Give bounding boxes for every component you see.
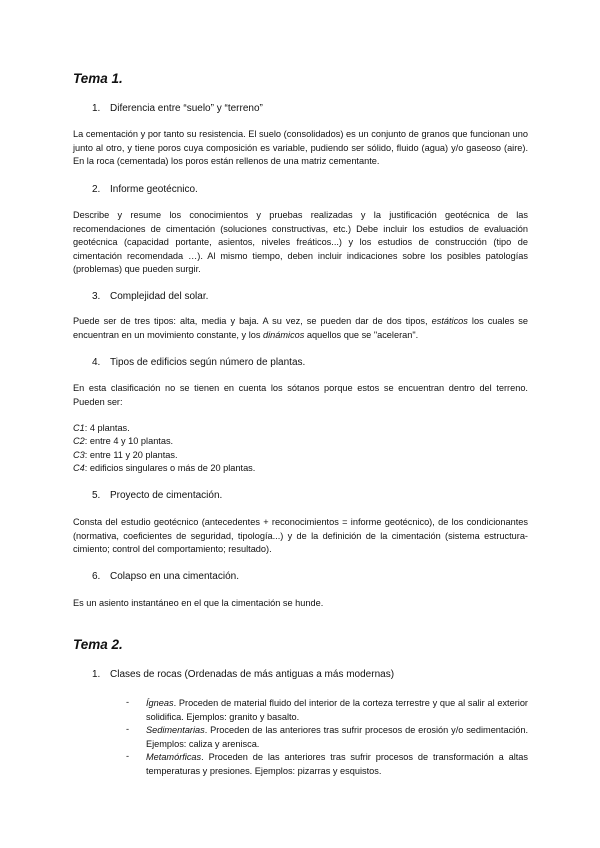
heading-number: 2.	[92, 184, 101, 195]
tema1-heading-4	[92, 357, 305, 368]
tema2-title: Tema 2.	[73, 637, 123, 652]
para-text: los cuales se encuentran en un movimiento constante, y los	[73, 316, 528, 340]
tema1-heading-3	[92, 291, 208, 302]
tema1-paragraph-4: En esta clasificación no se tienen en cuenta los sótanos porque estos se encuentran dentro del terreno. Pueden ser:	[73, 383, 528, 407]
bullet-item	[146, 751, 528, 778]
item-code: C4	[73, 463, 85, 473]
tema1-heading-1	[92, 103, 263, 114]
item-code: C1	[73, 423, 85, 433]
heading-text: Diferencia entre “suelo” y “terreno”	[110, 103, 263, 114]
list-item	[73, 436, 173, 446]
item-text: : edificios singulares o más de 20 plantas.	[84, 463, 256, 473]
heading-text: Complejidad del solar.	[110, 291, 209, 302]
tema1-heading-2	[92, 184, 198, 195]
tema1-paragraph-6: Es un asiento instantáneo en el que la cimentación se hunde.	[73, 598, 324, 608]
heading-text: Clases de rocas (Ordenadas de más antiguas a más modernas)	[110, 669, 395, 680]
bullet-marker: -	[126, 697, 130, 707]
bullet-marker: -	[126, 751, 130, 761]
heading-text: Tipos de edificios según número de plantas.	[110, 357, 306, 368]
item-text: : entre 4 y 10 plantas.	[84, 436, 174, 446]
tema1-heading-5	[92, 490, 222, 501]
para-emphasis: dinámicos	[263, 329, 305, 340]
item-code: C3	[73, 450, 85, 460]
list-item	[73, 463, 255, 473]
rock-name: Ígneas	[146, 698, 174, 708]
tema1-heading-6	[92, 571, 239, 582]
tema1-paragraph-1: La cementación y por tanto su resistencia. El suelo (consolidados) es un conjunto de granos que funcionan uno junto al otro, y tiene poros cuya composición es variable, pudiendo ser sólido, fluido (agua) y/o gaseoso (aire). En la roca (cementada) los poros están rellenos de una matriz cementante.	[73, 129, 528, 167]
para-text: Puede ser de tres tipos: alta, media y baja. A su vez, se pueden dar de dos tipos,	[73, 316, 432, 326]
bullet-marker: -	[126, 724, 130, 734]
para-text: aquellos que se "aceleran".	[304, 329, 419, 340]
tema1-paragraph-5: Consta del estudio geotécnico (antecedentes + reconocimientos = informe geotécnico), de los condicionantes (normativa, coeficientes de seguridad, tipología...) y de la definición de la cimentación (sistema estructura-cimiento; control del comportamiento; resultado).	[73, 517, 528, 555]
bullet-item	[146, 697, 528, 724]
list-item	[73, 450, 178, 460]
rock-name: Metamórficas	[146, 752, 202, 762]
heading-text: Colapso en una cimentación.	[110, 571, 239, 582]
heading-number: 1.	[92, 669, 101, 680]
tema1-paragraph-2: Describe y resume los conocimientos y pruebas realizadas y la justificación geotécnica de las recomendaciones de cimentación (soluciones constructivas, etc.) Debe incluir los estudios de evaluación geotécnica (capacidad portante, asientos, niveles freáticos...) y los estudios de construcción (tipo de cimentación recomendada …). Al mismo tiempo, deben incluir indicaciones sobre los posibles patologías (problemas) que pueden surgir.	[73, 210, 528, 275]
heading-number: 3.	[92, 291, 101, 302]
list-item	[73, 423, 130, 433]
bullet-text: . Proceden de material fluido del interior de la corteza terrestre y que al salir al exterior solidifica. Ejemplos: granito y basalto.	[146, 698, 528, 722]
tema2-heading-1	[92, 669, 394, 680]
item-text: : 4 plantas.	[84, 423, 130, 433]
bullet-text: . Proceden de las anteriores tras sufrir procesos de transformación a altas temperaturas y presiones. Ejemplos: pizarras y esquistos.	[146, 752, 528, 776]
heading-number: 4.	[92, 357, 101, 368]
tema1-paragraph-3	[73, 315, 528, 342]
heading-number: 5.	[92, 490, 101, 501]
heading-text: Informe geotécnico.	[110, 184, 198, 195]
item-text: : entre 11 y 20 plantas.	[84, 450, 178, 460]
tema1-title: Tema 1.	[73, 71, 123, 86]
bullet-item	[146, 724, 528, 751]
heading-number: 6.	[92, 571, 101, 582]
rock-name: Sedimentarias	[146, 725, 205, 735]
para-emphasis: estáticos	[431, 316, 468, 326]
item-code: C2	[73, 436, 85, 446]
heading-text: Proyecto de cimentación.	[110, 490, 223, 501]
bullet-text: . Proceden de las anteriores tras sufrir procesos de erosión y/o sedimentación. Ejemplos: caliza y arenisca.	[146, 725, 528, 749]
heading-number: 1.	[92, 103, 101, 114]
